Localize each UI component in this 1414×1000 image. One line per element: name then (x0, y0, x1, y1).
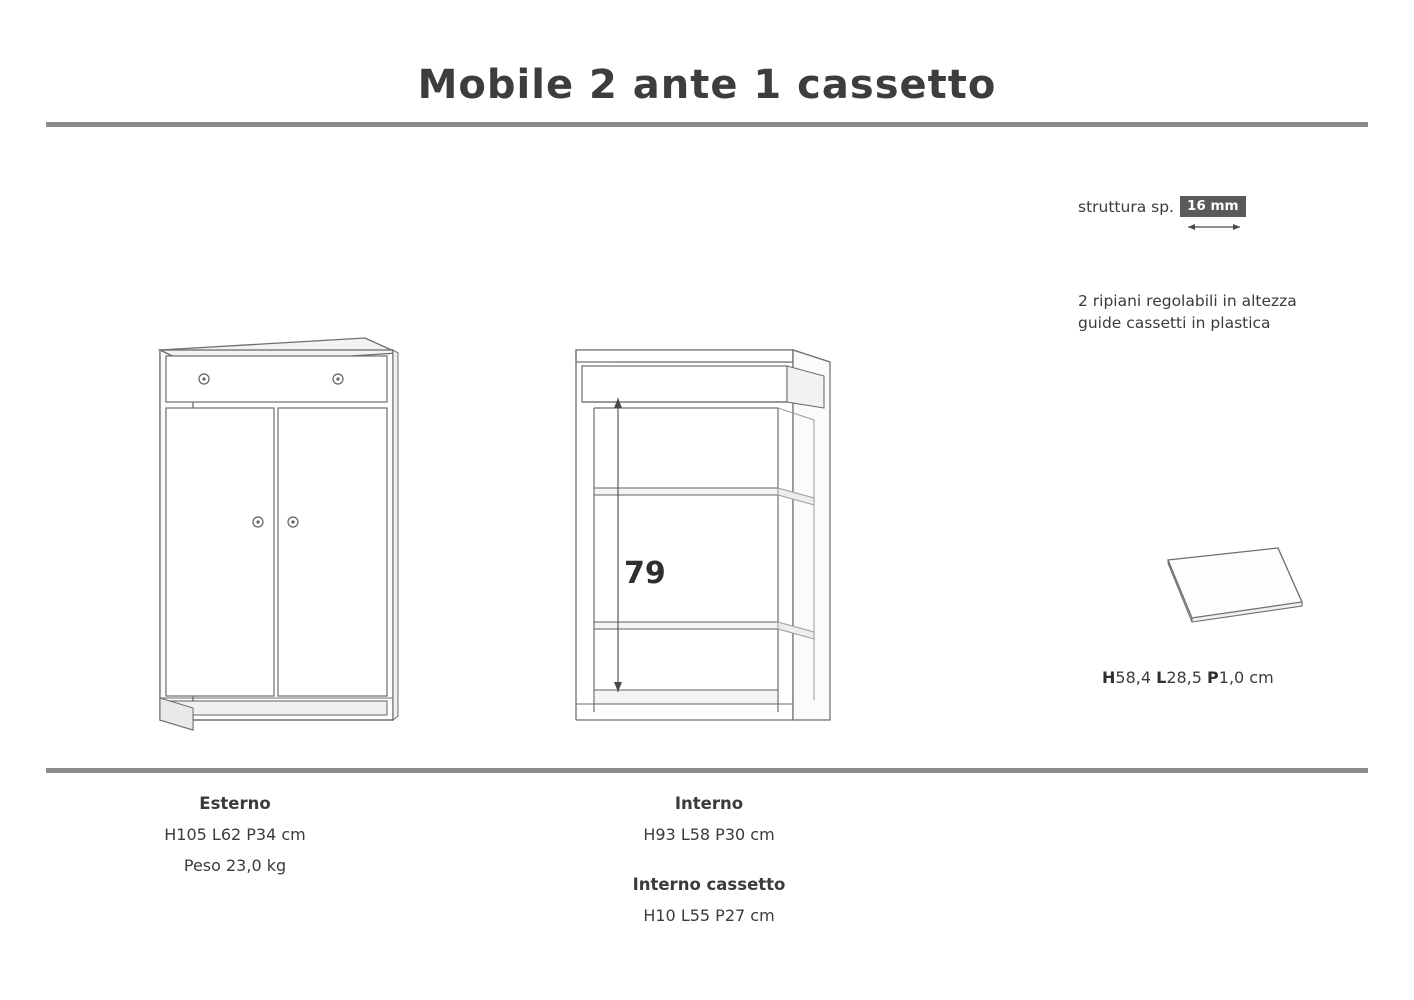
caption-interno-heading: Interno (674, 794, 744, 813)
shelf-dim-p-value: 1,0 cm (1218, 668, 1274, 687)
shelf-dim-p-label: P (1207, 668, 1219, 687)
structure-note (1078, 198, 1246, 219)
shelf-dim-l-value: 28,5 (1166, 668, 1208, 687)
structure-thickness-badge: 16 mm (1180, 196, 1246, 217)
cabinet-interior-drawing (548, 320, 868, 740)
features-note (1078, 290, 1297, 334)
shelf-dimensions (1102, 668, 1274, 687)
internal-height-dimension: 79 (624, 556, 666, 591)
features-line-2: guide cassetti in plastica (1078, 314, 1271, 332)
caption-esterno-dims: H105 L62 P34 cm (164, 825, 306, 844)
caption-esterno (110, 788, 360, 881)
caption-interno (584, 788, 834, 850)
shelf-dim-h-value: 58,4 (1115, 668, 1157, 687)
divider-bottom (46, 768, 1368, 773)
divider-top (46, 122, 1368, 127)
cabinet-exterior-drawing (120, 320, 440, 740)
page-title: Mobile 2 ante 1 cassetto (417, 62, 997, 108)
shelf-drawing (1080, 540, 1310, 640)
caption-cassetto-dims: H10 L55 P27 cm (643, 906, 775, 925)
shelf-dim-l-label: L (1156, 668, 1167, 687)
structure-note-label: struttura sp. (1078, 198, 1174, 216)
caption-interno-dims: H93 L58 P30 cm (643, 825, 775, 844)
thickness-arrow-icon (1186, 222, 1242, 232)
caption-interno-cassetto (584, 869, 834, 931)
caption-esterno-weight: Peso 23,0 kg (183, 856, 287, 875)
caption-esterno-heading: Esterno (199, 794, 271, 813)
features-line-1: 2 ripiani regolabili in altezza (1078, 292, 1297, 310)
caption-cassetto-heading: Interno cassetto (632, 875, 786, 894)
shelf-dim-h-label: H (1102, 668, 1116, 687)
